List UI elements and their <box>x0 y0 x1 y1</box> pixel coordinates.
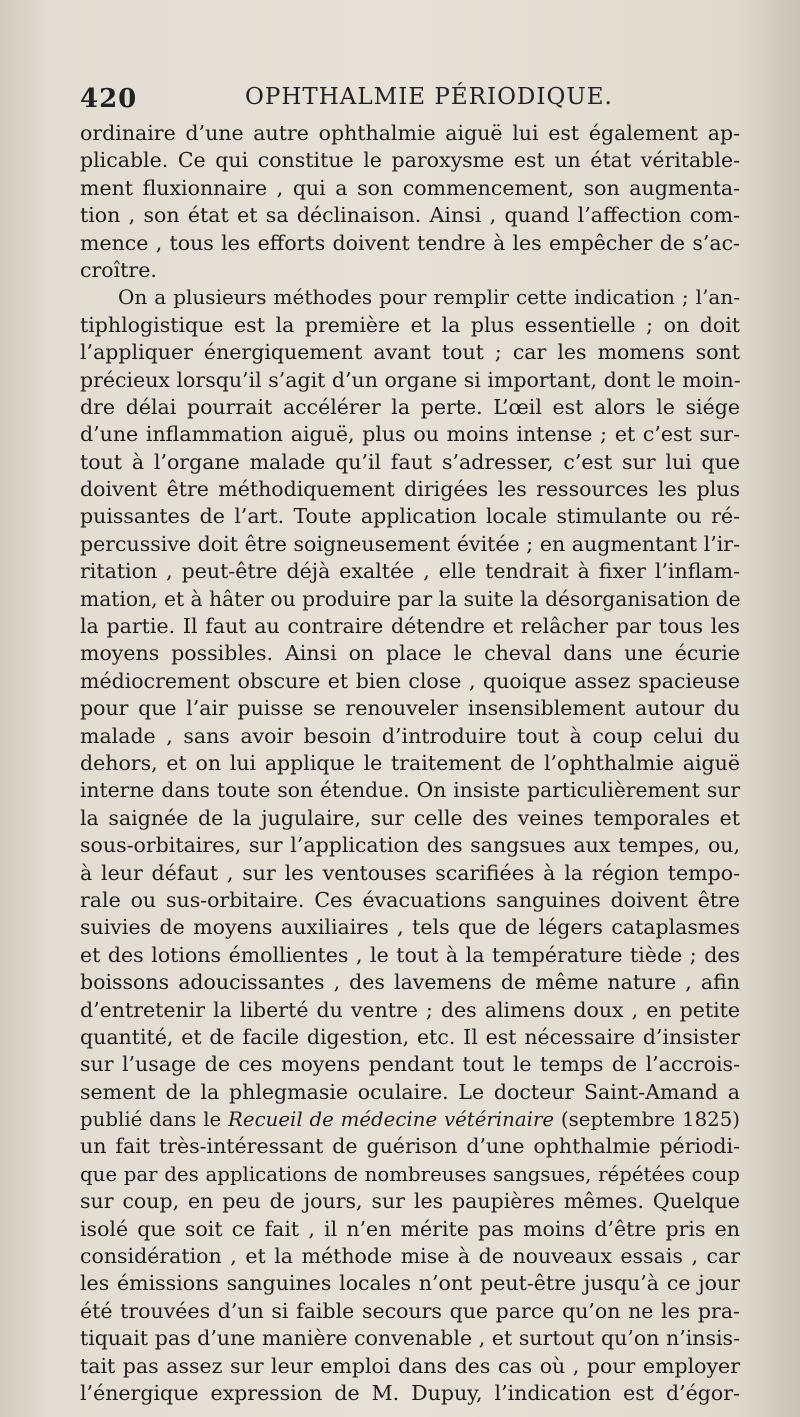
text-line: tait pas assez sur leur emploi dans des cas où , pour employer <box>80 1353 740 1378</box>
text-line: ordinaire d’une autre ophthalmie aiguë lui est également ap- <box>80 121 740 145</box>
text-line: interne dans toute son étendue. On insiste particulièrement sur <box>80 778 740 803</box>
journal-title: Recueil de médecine vétérinaire <box>228 1108 555 1132</box>
text-line: quantité, et de facile digestion, etc. Il est nécessaire d’insister <box>80 1024 740 1049</box>
text-line: sur l’usage de ces moyens pendant tout le temps de l’accrois- <box>80 1052 740 1077</box>
text-line: les émissions sanguines locales n’ont peut-être jusqu’à ce jour <box>80 1271 740 1296</box>
text-line: doivent être méthodiquement dirigées les ressources les plus <box>80 477 740 502</box>
text-line: dre délai pourrait accélérer la perte. L’œil est alors le siége <box>80 394 740 419</box>
text-line: que par des applications de nombreuses sangsues, répétées coup <box>80 1162 740 1186</box>
text-line: croître. <box>80 257 157 282</box>
text-line: mation, et à hâter ou produire par la suite la désorganisation de <box>80 586 741 611</box>
text-segment: (septembre 1825) <box>554 1108 740 1132</box>
text-segment: publié dans le <box>80 1108 229 1132</box>
text-line: tout à l’organe malade qu’il faut s’adresser, c’est sur lui que <box>80 449 740 474</box>
running-title: OPHTHALMIE PÉRIODIQUE. <box>245 84 613 110</box>
text-line: d’une inflammation aiguë, plus ou moins intense ; et c’est sur- <box>80 422 740 447</box>
text-line: percussive doit être soigneusement évitée ; en augmentant l’ir- <box>80 531 740 556</box>
text-line: à leur défaut , sur les ventouses scarifiées à la région tempo- <box>80 860 740 885</box>
text-line: mence , tous les efforts doivent tendre à les empêcher de s’ac- <box>80 230 740 255</box>
text-line: précieux lorsqu’il s’agit d’un organe si important, dont le moin- <box>80 367 741 392</box>
text-line: ment fluxionnaire , qui a son commencement, son augmenta- <box>80 175 740 200</box>
text-line: moyens possibles. Ainsi on place le cheval dans une écurie <box>80 641 740 666</box>
text-line: un fait très-intéressant de guérison d’une ophthalmie périodi- <box>80 1134 740 1159</box>
text-line: la partie. Il faut au contraire détendre et relâcher par tous les <box>80 614 740 639</box>
text-line: médiocrement obscure et bien close , quoique assez spacieuse <box>80 668 740 693</box>
text-line: On a plusieurs méthodes pour remplir cette indication ; l’an- <box>118 285 740 310</box>
page-number: 420 <box>80 84 138 114</box>
text-line: sement de la phlegmasie oculaire. Le docteur Saint-Amand a <box>80 1079 740 1104</box>
text-line: tiquait pas d’une manière convenable , et surtout qu’on n’insis- <box>80 1326 740 1351</box>
text-line: et des lotions émollientes , le tout à la température tiède ; des <box>80 942 740 967</box>
text-line: tion , son état et sa déclinaison. Ainsi , quand l’affection com- <box>80 203 740 228</box>
text-line: isolé que soit ce fait , il n’en mérite pas moins d’être pris en <box>80 1216 740 1241</box>
text-line: été trouvées d’un si faible secours que parce qu’on ne les pra- <box>80 1298 740 1323</box>
text-line: plicable. Ce qui constitue le paroxysme est un état véritable- <box>80 148 740 173</box>
text-line: malade , sans avoir besoin d’introduire tout à coup celui du <box>80 723 740 748</box>
text-line: d’entretenir la liberté du ventre ; des alimens doux , en petite <box>80 997 740 1022</box>
text-line: suivies de moyens auxiliaires , tels que de légers cataplasmes <box>80 915 740 940</box>
page-header <box>80 80 760 120</box>
text-line <box>80 1106 740 1133</box>
text-line: l’énergique expression de M. Dupuy, l’indication est d’égor- <box>80 1380 740 1405</box>
text-line: rale ou sus-orbitaire. Ces évacuations sanguines doivent être <box>80 887 740 912</box>
text-line: la saignée de la jugulaire, sur celle des veines temporales et <box>80 805 740 830</box>
text-line: sous-orbitaires, sur l’application des sangsues aux tempes, ou, <box>80 833 740 858</box>
text-line: sur coup, en peu de jours, sur les paupières mêmes. Quelque <box>80 1189 740 1214</box>
text-line: boissons adoucissantes , des lavemens de même nature , afin <box>80 970 740 995</box>
text-line: considération , et la méthode mise à de nouveaux essais , car <box>80 1244 740 1269</box>
body-text <box>80 120 740 1407</box>
text-line: puissantes de l’art. Toute application locale stimulante ou ré- <box>80 504 740 529</box>
text-line: pour que l’air puisse se renouveler insensiblement autour du <box>80 696 740 721</box>
text-line: tiphlogistique est la première et la plus essentielle ; on doit <box>80 312 740 337</box>
text-line: l’appliquer énergiquement avant tout ; car les momens sont <box>80 340 740 365</box>
text-line: ritation , peut-être déjà exaltée , elle tendrait à fixer l’inflam- <box>80 559 740 584</box>
text-line: dehors, et on lui applique le traitement de l’ophthalmie aiguë <box>80 750 740 775</box>
